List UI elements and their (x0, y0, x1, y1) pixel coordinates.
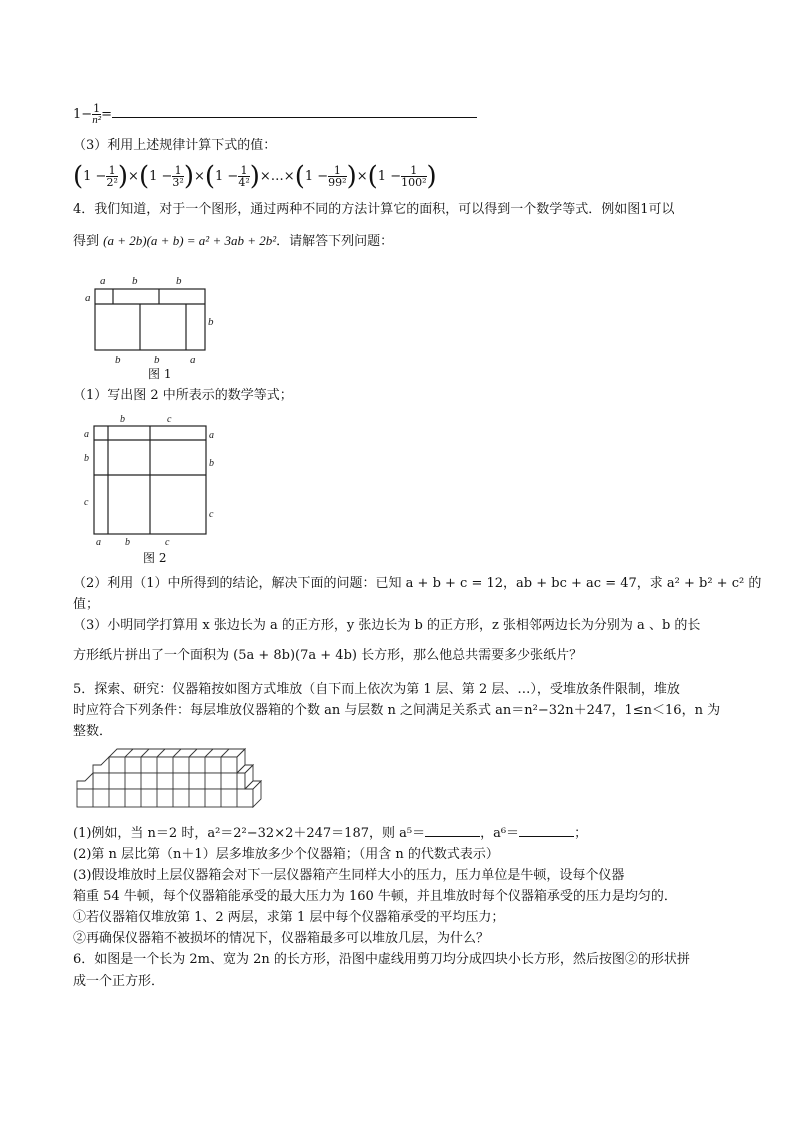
term-num-4: 1 (328, 165, 346, 177)
q5-sub1-mid: ，a⁶＝ (480, 826, 520, 841)
one-minus-5: 1 − (377, 169, 402, 184)
q6-line-1: 6．如图是一个长为 2m、宽为 2n 的长方形，沿图中虚线用剪刀均分成四块小长方形，然后按图②的形状拼 (73, 952, 690, 967)
term-num-2: 1 (172, 165, 183, 177)
q5-sub-1 (73, 824, 587, 844)
term-den-3: 4² (238, 176, 250, 189)
fig1-label-right-b: b (208, 316, 214, 328)
q5-sub-2: (2)第 n 层比第（n＋1）层多堆放多少个仪器箱；（用含 n 的代数式表示） (73, 847, 499, 862)
q4-sub-3-line-2: 方形纸片拼出了一个面积为 (5a + 8b)(7a + 4b) 长方形，那么他总共需要多少张纸片？ (73, 648, 583, 663)
fig1-label-left-a: a (85, 292, 91, 304)
formula-line-1-minus-1-over-n2 (73, 103, 477, 126)
fig2-label-left-c: c (84, 497, 89, 508)
figure-2-caption: 图 2 (143, 551, 167, 565)
q5-sub1-prefix: (1)例如，当 n＝2 时，a²＝2²−32×2＋247＝187，则 a⁵＝ (73, 826, 426, 841)
figure-1-caption: 图 1 (148, 367, 172, 381)
ellipsis-times: ×…× (259, 169, 295, 184)
figure-2 (80, 413, 230, 548)
fig1-label-top-b2: b (176, 275, 182, 287)
term-num-1: 1 (106, 165, 117, 177)
sub-question-3-text: （3）利用上述规律计算下式的值： (73, 138, 277, 153)
fig1-label-bottom-b2: b (154, 354, 160, 366)
one-minus-1: 1 − (83, 169, 107, 184)
fig2-label-left-b: b (84, 453, 89, 464)
q4-line2-suffix: ．请解答下列问题： (276, 234, 394, 249)
q4-formula: (a + 2b)(a + b) = a² + 3ab + 2b² (103, 233, 277, 248)
term-fraction-5 (401, 165, 426, 188)
stacked-boxes-figure (73, 745, 263, 817)
q4-sub-2-line-2: 值； (73, 597, 100, 612)
q5-circled-2: ②再确保仪器箱不被损坏的情况下，仪器箱最多可以堆放几层，为什么？ (73, 931, 490, 946)
term-den-5: 100² (401, 176, 427, 189)
fraction-denominator: n² (92, 114, 102, 126)
q4-sub-2-line-1: （2）利用（1）中所得到的结论，解决下面的问题：已知 a + b + c = 12，ab + bc + ac = 47，求 a² + b² + c² 的 (73, 576, 762, 591)
term-fraction-1 (106, 165, 117, 188)
one-minus-2: 1 − (149, 169, 173, 184)
product-expression: (1 − $\frac{1}{\text{2²}}$ )×(1 − $\frac{1}{\text{3²}}$ )×(1 − $\frac{1}{\text{4²}}$ )×…×(1 − $\frac{1}{\text{99²}}$ )×(1 − $\frac{1}{\text{100²}}$ ) (73, 161, 437, 192)
q5-sub-3-line-1: (3)假设堆放时上层仪器箱会对下一层仪器箱产生同样大小的压力，压力单位是牛顿，设每个仪器 (73, 868, 625, 883)
one-minus-3: 1 − (215, 169, 239, 184)
q4-sub-3-line-1: （3）小明同学打算用 x 张边长为 a 的正方形，y 张边长为 b 的正方形，z 张相邻两边长为分别为 a 、b 的长 (73, 618, 701, 633)
equals-sign: = (101, 107, 113, 122)
fig2-label-bottom-c: c (165, 537, 170, 548)
fig1-label-top-b1: b (132, 275, 138, 287)
fig1-label-bottom-b1: b (115, 354, 121, 366)
one-minus-text: 1− (73, 107, 93, 122)
top-layer (109, 749, 245, 773)
blank-a6 (519, 836, 574, 837)
term-num-5: 1 (401, 165, 426, 177)
fig2-label-left-a: a (84, 429, 89, 440)
fig2-label-top-c: c (167, 414, 172, 425)
fig2-label-bottom-b: b (125, 537, 130, 548)
times-3: × (356, 169, 368, 184)
q5-line-3: 整数． (73, 724, 113, 739)
term-fraction-4 (328, 165, 346, 188)
term-den-4: 99² (328, 176, 347, 189)
q5-sub-3-line-2: 箱重 54 牛顿，每个仪器箱能承受的最大压力为 160 牛顿，并且堆放时每个仪器箱承受的压力是均匀的． (73, 889, 677, 904)
fig1-label-top-a: a (100, 275, 106, 287)
q4-line-1: 4．我们知道，对于一个图形，通过两种不同的方法计算它的面积，可以得到一个数学等式．例如图1可以 (73, 202, 675, 217)
fraction-numerator: 1 (93, 102, 101, 115)
fig2-label-right-c: c (209, 509, 214, 520)
q4-line-2 (73, 231, 393, 252)
fig1-label-bottom-a: a (190, 354, 196, 366)
q5-line-1: 5．探索、研究：仪器箱按如图方式堆放（自下而上依次为第 1 层、第 2 层、…），受堆放条件限制，堆放 (73, 682, 680, 697)
q4-line2-prefix: 得到 (73, 234, 100, 249)
q5-sub1-end: ； (574, 826, 588, 841)
q6-line-2: 成一个正方形． (73, 974, 165, 989)
q5-line-2: 时应符合下列条件：每层堆放仪器箱的个数 an 与层数 n 之间满足关系式 an＝n²−32n＋247，1≤n＜16，n 为 (73, 703, 721, 718)
fig2-label-right-a: a (209, 430, 214, 441)
term-den-2: 3² (172, 176, 184, 189)
times-2: × (193, 169, 205, 184)
q4-sub-1: （1）写出图 2 中所表示的数学等式； (73, 388, 293, 403)
term-num-3: 1 (238, 165, 249, 177)
blank-a5 (425, 836, 480, 837)
fig2-label-bottom-a: a (96, 537, 101, 548)
term-den-1: 2² (106, 176, 118, 189)
fig2-label-top-b: b (120, 414, 125, 425)
term-fraction-3 (238, 165, 249, 188)
fig2-label-right-b: b (209, 458, 214, 469)
one-minus-4: 1 − (304, 169, 329, 184)
times-1: × (128, 169, 139, 184)
term-fraction-2 (172, 165, 183, 188)
q5-circled-1: ①若仪器箱仅堆放第 1、2 两层，求第 1 层中每个仪器箱承受的平均压力； (73, 910, 505, 925)
fraction-1-over-n2 (92, 103, 101, 126)
answer-blank (112, 117, 477, 118)
